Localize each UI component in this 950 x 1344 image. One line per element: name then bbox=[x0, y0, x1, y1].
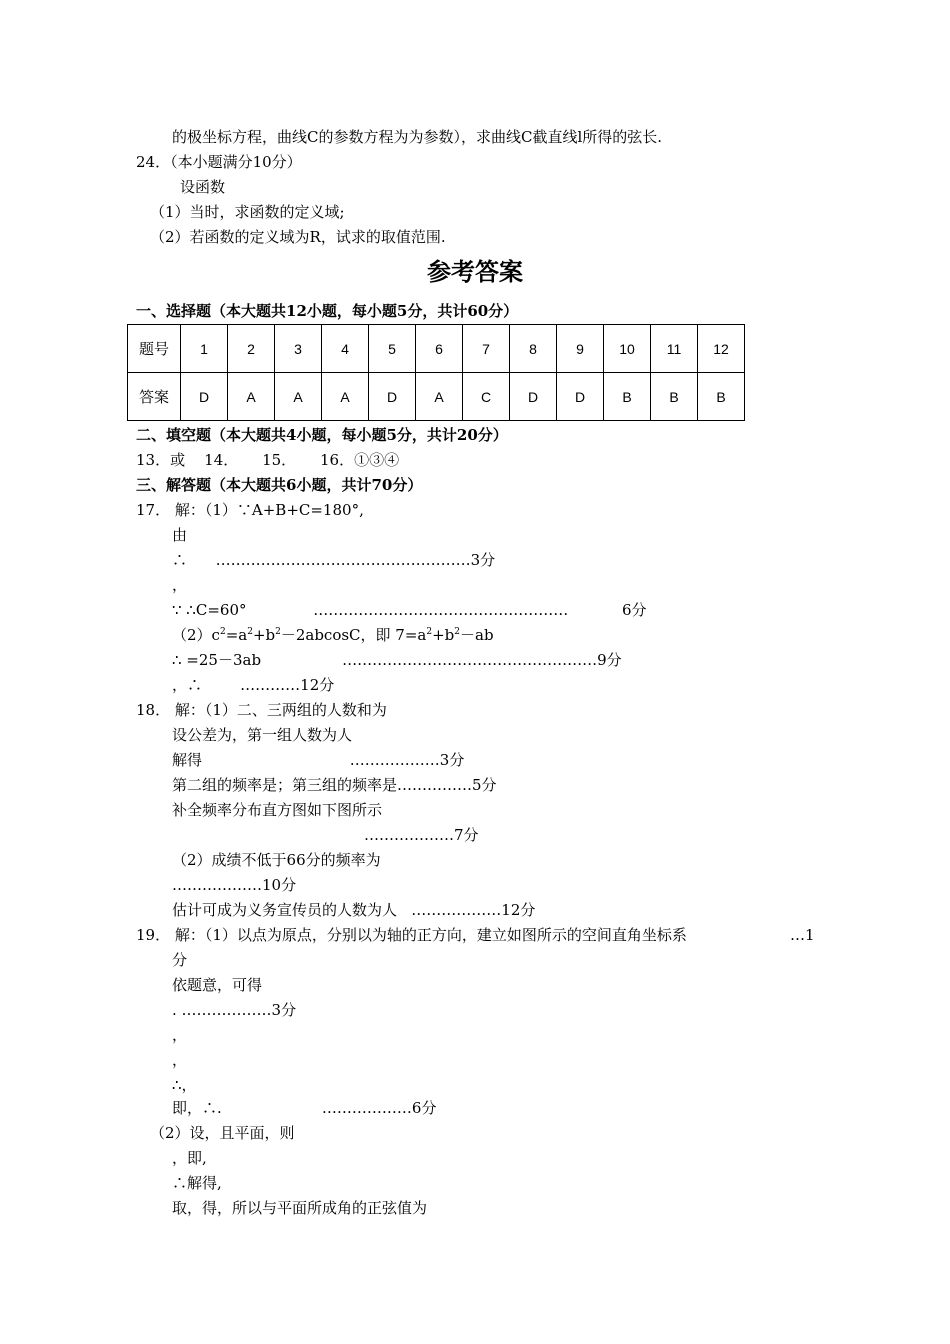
q18-line-7: （2）成绩不低于66分的频率为 bbox=[172, 851, 381, 869]
q17-line-8: ，∴ …………12分 bbox=[172, 676, 335, 694]
q19-line-4: . ………………3分 bbox=[172, 1001, 297, 1019]
q17-line-7: ∴ =25－3ab ……………………………………………9分 bbox=[172, 651, 622, 669]
row-label-number: 题号 bbox=[128, 325, 181, 373]
table-cell: A bbox=[416, 373, 463, 421]
table-cell: 4 bbox=[322, 325, 369, 373]
q24-heading: 24．（本小题满分10分） bbox=[136, 153, 302, 171]
q17-l6-part: （2）c bbox=[172, 626, 220, 644]
q24-text: 设函数 bbox=[180, 178, 226, 196]
table-cell: D bbox=[181, 373, 228, 421]
q19-line-7: ∴， bbox=[172, 1076, 197, 1094]
top-line-1: 的极坐标方程，曲线C的参数方程为为参数），求曲线C截直线l所得的弦长. bbox=[172, 128, 663, 146]
q18-line-4: 第二组的频率是；第三组的频率是……………5分 bbox=[172, 776, 497, 794]
table-cell: A bbox=[322, 373, 369, 421]
table-cell: 5 bbox=[369, 325, 416, 373]
q17-line-1: 17． 解：（1）∵A+B+C=180°, bbox=[136, 501, 364, 519]
q18-line-1: 18． 解：（1）二、三两组的人数和为 bbox=[136, 701, 387, 719]
superscript: 2 bbox=[247, 627, 253, 637]
table-cell: D bbox=[369, 373, 416, 421]
q19-line-11: ∴解得, bbox=[172, 1174, 222, 1192]
table-cell: 8 bbox=[510, 325, 557, 373]
q17-line-6 bbox=[172, 625, 494, 645]
row-label-answer: 答案 bbox=[128, 373, 181, 421]
table-cell: B bbox=[604, 373, 651, 421]
q19-line-8: 即，∴. ………………6分 bbox=[172, 1099, 437, 1117]
table-cell: B bbox=[698, 373, 745, 421]
table-cell: 10 bbox=[604, 325, 651, 373]
q19-line-10: ，即, bbox=[172, 1149, 207, 1167]
superscript: 2 bbox=[219, 627, 226, 637]
q19-line-1-score: …1 bbox=[790, 926, 815, 944]
q17-l6-part: +b bbox=[432, 626, 455, 644]
section-fill-heading: 二、填空题（本大题共4小题，每小题5分，共计20分） bbox=[136, 426, 508, 444]
table-row-numbers bbox=[128, 325, 745, 373]
table-cell: 6 bbox=[416, 325, 463, 373]
table-cell: C bbox=[463, 373, 510, 421]
table-cell: B bbox=[651, 373, 698, 421]
table-cell: 7 bbox=[463, 325, 510, 373]
q18-line-3: 解得 ………………3分 bbox=[172, 751, 465, 769]
table-cell: 3 bbox=[275, 325, 322, 373]
q24-part2: （2）若函数的定义域为R，试求的取值范围. bbox=[150, 228, 446, 246]
fill-answers: 13．或 14． 15． 16．①③④ bbox=[136, 451, 400, 469]
q17-l6-part: －2abcosC，即 7=a bbox=[280, 626, 427, 644]
table-cell: 2 bbox=[228, 325, 275, 373]
answer-table bbox=[127, 324, 745, 421]
section-choice-heading: 一、选择题（本大题共12小题，每小题5分，共计60分） bbox=[136, 302, 519, 320]
page-title: 参考答案 bbox=[427, 257, 523, 286]
q17-l6-part: =a bbox=[225, 626, 248, 644]
table-cell: D bbox=[510, 373, 557, 421]
q19-line-12: 取，得，所以与平面所成角的正弦值为 bbox=[172, 1199, 428, 1217]
q18-line-9: 估计可成为义务宣传员的人数为人 ………………12分 bbox=[172, 901, 536, 919]
table-cell: 12 bbox=[698, 325, 745, 373]
q17-l6-part: +b bbox=[252, 626, 276, 644]
q19-line-2: 分 bbox=[172, 951, 188, 969]
superscript: 2 bbox=[275, 627, 281, 637]
q18-line-5: 补全频率分布直方图如下图所示 bbox=[172, 801, 383, 819]
q18-line-8: ………………10分 bbox=[172, 876, 297, 894]
q19-line-9: （2）设，且平面，则 bbox=[150, 1124, 295, 1142]
table-cell: A bbox=[275, 373, 322, 421]
q18-line-6: ………………7分 bbox=[364, 826, 479, 844]
q19-line-1: 19． 解：（1）以点为原点，分别以为轴的正方向，建立如图所示的空间直角坐标系 bbox=[136, 926, 687, 944]
table-cell: D bbox=[557, 373, 604, 421]
table-cell: 11 bbox=[651, 325, 698, 373]
superscript: 2 bbox=[426, 627, 433, 637]
q17-line-3: ∴ ……………………………………………3分 bbox=[172, 551, 496, 569]
table-cell: 9 bbox=[557, 325, 604, 373]
q18-line-2: 设公差为，第一组人数为人 bbox=[172, 726, 353, 744]
section-solve-heading: 三、解答题（本大题共6小题，共计70分） bbox=[136, 476, 423, 494]
q24-part1: （1）当时，求函数的定义域; bbox=[150, 203, 345, 221]
superscript: 2 bbox=[454, 627, 461, 637]
table-row-answers bbox=[128, 373, 745, 421]
table-cell: A bbox=[228, 373, 275, 421]
q17-line-5: ∵ ∴C=60° …………………………………………… bbox=[172, 601, 569, 619]
q17-line-5-score: 6分 bbox=[622, 601, 647, 619]
table-cell: 1 bbox=[181, 325, 228, 373]
q19-line-3: 依题意，可得 bbox=[172, 976, 263, 994]
q17-l6-part: －ab bbox=[460, 626, 494, 644]
q17-line-4: ， bbox=[172, 576, 188, 594]
q17-line-2: 由 bbox=[172, 526, 188, 544]
q19-line-6: ， bbox=[172, 1051, 188, 1069]
q19-line-5: ， bbox=[172, 1026, 188, 1044]
